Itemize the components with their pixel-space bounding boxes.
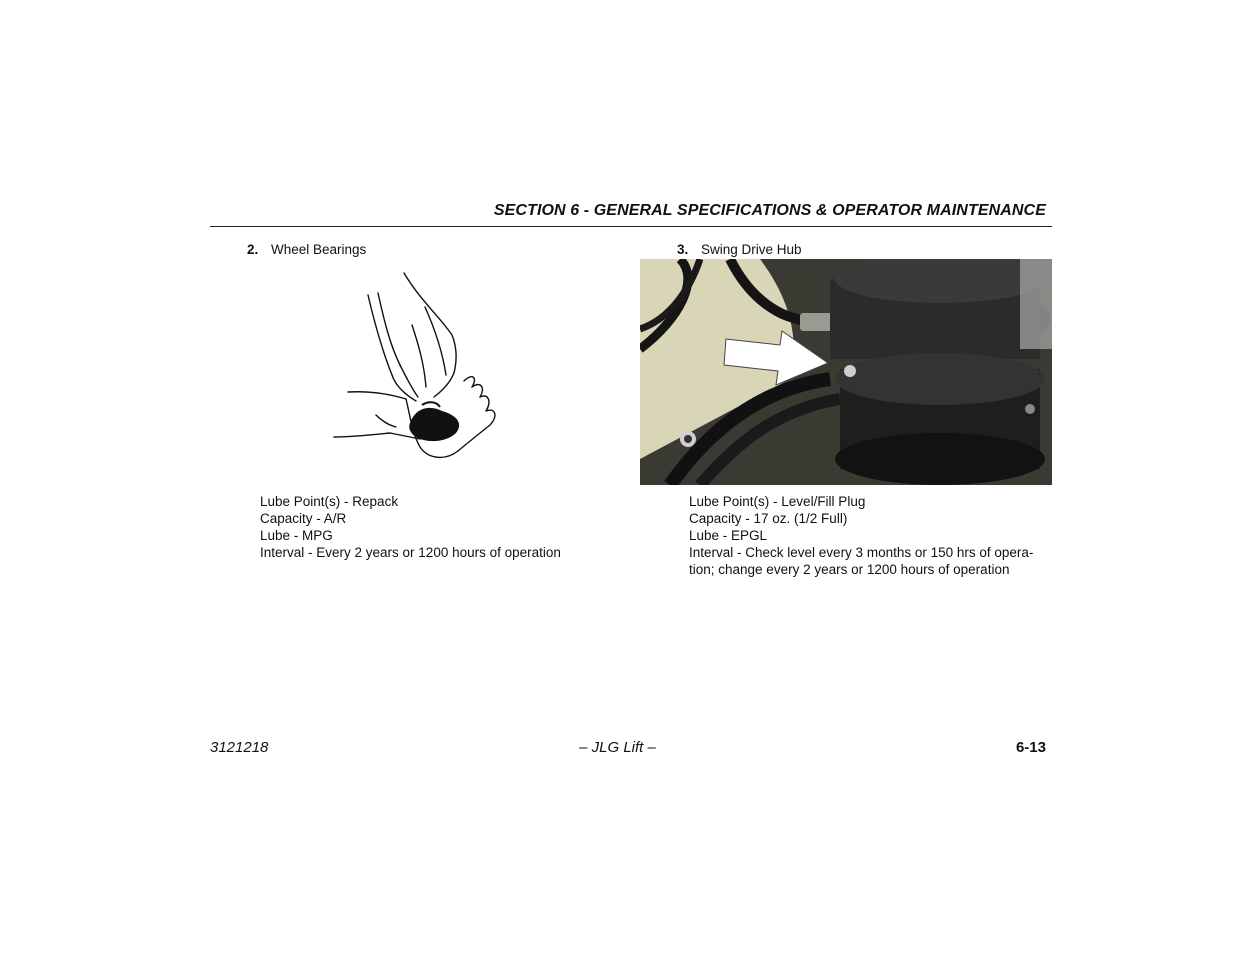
swing-drive-hub-photo	[640, 259, 1052, 485]
wheel-bearings-specs	[260, 493, 620, 561]
spec-line: Capacity - 17 oz. (1/2 Full)	[689, 511, 848, 526]
spec-line: Interval - Every 2 years or 1200 hours of operation	[260, 545, 561, 560]
spec-line: Lube Point(s) - Repack	[260, 494, 399, 509]
page-number: 6-13	[1015, 739, 1046, 756]
item-number: 3.	[677, 242, 689, 257]
hand-greasing-bearing-icon	[330, 265, 505, 465]
brand-footer: – JLG Lift –	[579, 739, 656, 756]
spec-line: Lube Point(s) - Level/Fill Plug	[689, 494, 866, 509]
item-number: 2.	[247, 242, 259, 257]
item-heading-swing-drive-hub	[677, 242, 802, 257]
spec-line: Lube - MPG	[260, 528, 333, 543]
item-heading-wheel-bearings	[247, 242, 366, 257]
swing-drive-hub-specs	[689, 493, 1054, 578]
item-title: Swing Drive Hub	[701, 242, 802, 257]
section-title: SECTION 6 - GENERAL SPECIFICATIONS & OPERATOR MAINTENANCE	[493, 202, 1046, 219]
item-title: Wheel Bearings	[271, 242, 367, 257]
document-number: 3121218	[210, 739, 269, 756]
spec-line: Capacity - A/R	[260, 511, 347, 526]
spec-line: Lube - EPGL	[689, 528, 768, 543]
spec-line: Interval - Check level every 3 months or 150 hrs of opera-tion; change every 2 years or 1200 hours of operation	[689, 545, 1034, 577]
section-header	[210, 202, 1052, 227]
